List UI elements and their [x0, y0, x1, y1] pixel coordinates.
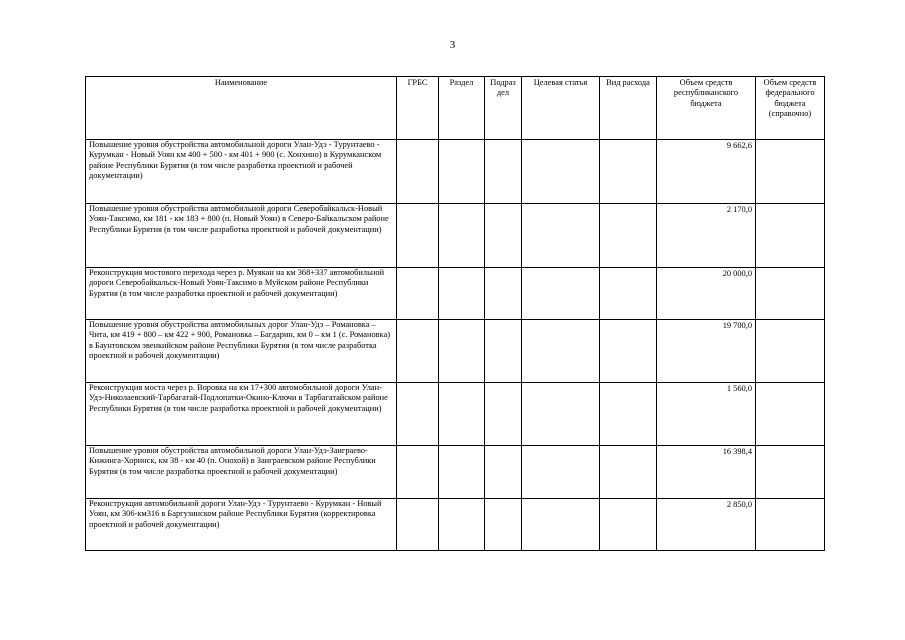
row-republic-budget: 2 170,0 [657, 204, 756, 268]
row-grbs [397, 383, 439, 446]
row-vid [600, 268, 657, 320]
row-republic-budget: 19 700,0 [657, 320, 756, 383]
row-celevaya [522, 140, 600, 204]
row-republic-budget: 1 560,0 [657, 383, 756, 446]
row-federal-budget [756, 204, 825, 268]
row-podrazdel [485, 499, 522, 551]
row-federal-budget [756, 320, 825, 383]
row-federal-budget [756, 383, 825, 446]
header-grbs: ГРБС [397, 77, 439, 140]
table-row [86, 140, 825, 204]
row-razdel [439, 140, 485, 204]
header-federal-budget: Объем средств федерального бюджета (справочно) [756, 77, 825, 140]
row-grbs [397, 268, 439, 320]
row-podrazdel [485, 383, 522, 446]
table-header-row [86, 77, 825, 140]
header-celevaya-statya: Целевая статья [522, 77, 600, 140]
row-name: Реконструкция мостового перехода через р. Муякан на км 368+337 автомобильной дороги Северобайкальск-Новый Уоян-Таксимо в Муйском районе Республики Бурятия (в том числе разработка проектной и рабочей документации) [86, 268, 397, 320]
header-vid-rashoda: Вид расхода [600, 77, 657, 140]
row-grbs [397, 320, 439, 383]
row-celevaya [522, 268, 600, 320]
row-celevaya [522, 499, 600, 551]
row-celevaya [522, 383, 600, 446]
page-number: 3 [449, 39, 456, 51]
row-podrazdel [485, 204, 522, 268]
row-vid [600, 140, 657, 204]
row-grbs [397, 499, 439, 551]
row-vid [600, 383, 657, 446]
row-republic-budget: 16 398,4 [657, 446, 756, 499]
row-podrazdel [485, 140, 522, 204]
budget-table [85, 76, 825, 551]
row-federal-budget [756, 499, 825, 551]
row-name: Реконструкция автомобильной дороги Улан-Удэ - Турунтаево - Курумкан - Новый Уоян, км 306-км316 в Баргузинском районе Республики Бурятия (корректировка проектной и рабочей документации) [86, 499, 397, 551]
table-row [86, 268, 825, 320]
row-republic-budget: 2 850,0 [657, 499, 756, 551]
row-name: Повышение уровня обустройства автомобильной дороги Улан-Удэ - Турунтаево - Курумкан - Новый Уоян км 400 + 500 - км 401 + 900 (с. Хонхино) в Курумканском районе Республики Бурятия (в том числе разработка проектной и рабочей документации) [86, 140, 397, 204]
row-vid [600, 499, 657, 551]
header-razdel: Раздел [439, 77, 485, 140]
table-row [86, 446, 825, 499]
row-razdel [439, 499, 485, 551]
row-grbs [397, 204, 439, 268]
row-razdel [439, 268, 485, 320]
row-vid [600, 320, 657, 383]
row-vid [600, 446, 657, 499]
row-republic-budget: 9 662,6 [657, 140, 756, 204]
row-razdel [439, 446, 485, 499]
row-name: Реконструкция моста через р. Воровка на км 17+300 автомобильной дороги Улан-Удэ-Николаевский-Тарбагатай-Подлопатки-Окино-Ключи в Тарбагатайском районе Республики Бурятия (в том числе разработка проектной и рабочей документации) [86, 383, 397, 446]
row-celevaya [522, 320, 600, 383]
row-federal-budget [756, 268, 825, 320]
row-razdel [439, 320, 485, 383]
row-podrazdel [485, 268, 522, 320]
row-celevaya [522, 446, 600, 499]
row-grbs [397, 140, 439, 204]
table-row [86, 383, 825, 446]
row-celevaya [522, 204, 600, 268]
table-row [86, 320, 825, 383]
row-federal-budget [756, 446, 825, 499]
row-vid [600, 204, 657, 268]
header-name: Наименование [86, 77, 397, 140]
header-podrazdel: Подраз дел [485, 77, 522, 140]
row-podrazdel [485, 446, 522, 499]
row-podrazdel [485, 320, 522, 383]
row-republic-budget: 20 000,0 [657, 268, 756, 320]
row-razdel [439, 383, 485, 446]
table-row [86, 204, 825, 268]
row-name: Повышение уровня обустройства автомобильной дороги Северобайкальск-Новый Уоян-Таксимо, км 181 - км 183 + 800 (п. Новый Уоян) в Северо-Байкальском районе Республики Бурятия (в том числе разработка проектной и рабочей документации) [86, 204, 397, 268]
row-razdel [439, 204, 485, 268]
row-grbs [397, 446, 439, 499]
row-name: Повышение уровня обустройства автомобильной дороги Улан-Удэ-Заиграево-Кижинга-Хоринск, км 38 - км 40 (п. Онохой) в Заиграевском районе Республики Бурятия (в том числе разработка проектной и рабочей документации) [86, 446, 397, 499]
row-federal-budget [756, 140, 825, 204]
table-row [86, 499, 825, 551]
row-name: Повышение уровня обустройства автомобильных дорог Улан-Удэ – Романовка – Чита, км 419 + 800 – км 422 + 900, Романовка – Багдарин, км 0 – км 1 (с. Романовка) в Баунтовском эвенкийском районе Республики Бурятия (в том числе разработка проектной и рабочей документации) [86, 320, 397, 383]
header-republic-budget: Объем средств республиканского бюджета [657, 77, 756, 140]
